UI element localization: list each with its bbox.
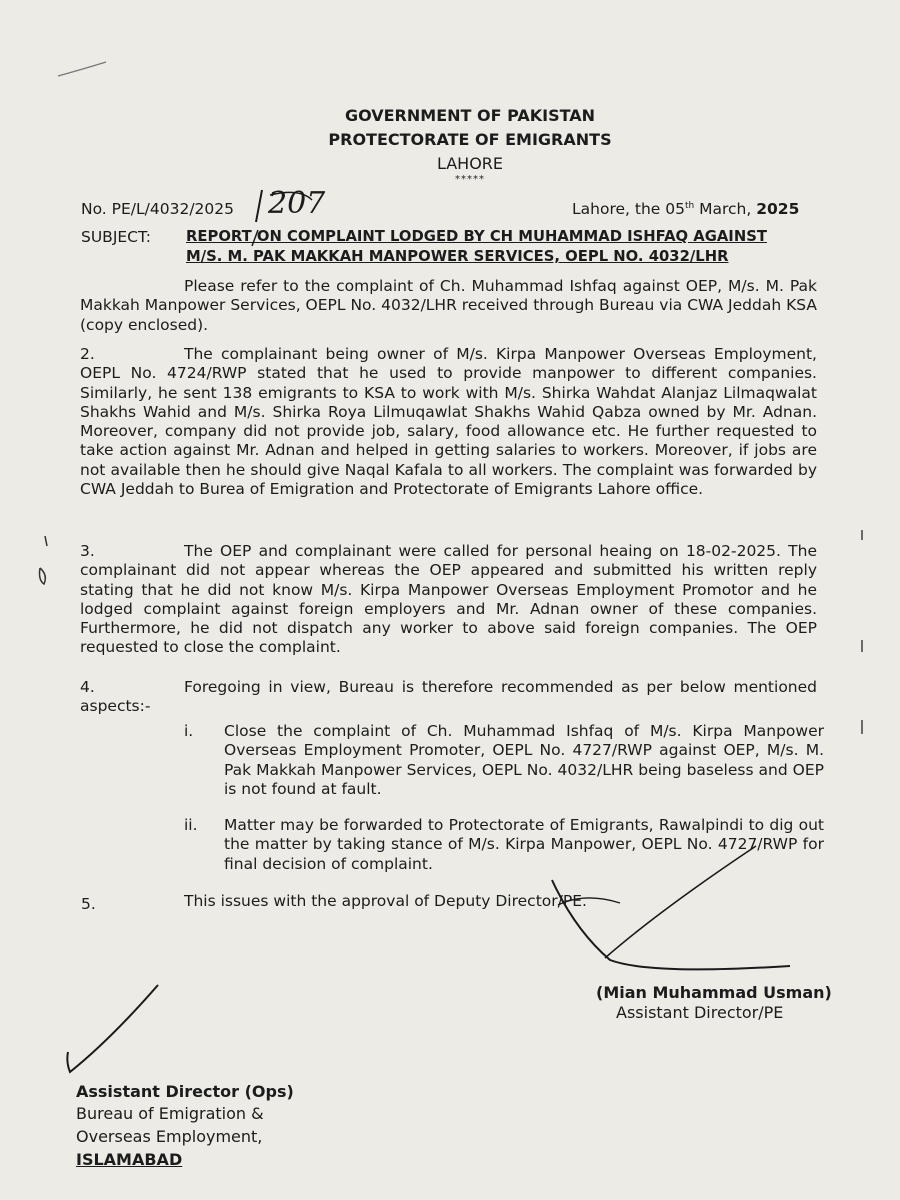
addressee-office-line-1: Bureau of Emigration & [76, 1104, 264, 1123]
addressee-designation: Assistant Director (Ops) [76, 1082, 294, 1101]
margin-mark [45, 536, 47, 546]
paragraph-2-text: The complainant being owner of M/s. Kirpa Manpower Overseas Employment, OEPL No. 4724/RWP stated that he used to provide manpower to different companies. Similarly, he sent 138 emigrants to KSA to work with M/s. Shirka Wahdat Alanjaz Lilmaqwalat Shakhs Wahid and M/s. Shirka Roya Lilmuqawlat Shakhs Wahid Qabza owned by Mr. Adnan. Moreover, company did not provide job, salary, food allowance etc. He further requested to take action against Mr. Adnan and helped in getting salaries to workers. Moreover, if jobs are not available then he should give Naqal Kafala to all workers. The complaint was forwarded by CWA Jeddah to Burea of Emigration and Protectorate of Emigrants Lahore office. [80, 345, 817, 499]
header-stars: ***** [455, 174, 485, 185]
paragraph-1-text: Please refer to the complaint of Ch. Muhammad Ishfaq against OEP, M/s. M. Pak Makkah Manpower Services, OEPL No. 4032/LHR received through Bureau via CWA Jeddah KSA (copy enclosed). [80, 277, 817, 334]
officer-signature-stroke [605, 846, 756, 958]
dispatch-flourish-mark [270, 192, 312, 200]
header-city: LAHORE [436, 154, 504, 173]
item-text: Matter may be forwarded to Protectorate of Emigrants, Rawalpindi to dig out the matter by taking stance of M/s. Kirpa Manpower, OEPL No. 4727/RWP for final decision of complaint. [224, 816, 824, 873]
header-protectorate: PROTECTORATE OF EMIGRANTS [328, 130, 612, 149]
corner-scratch-mark [58, 62, 106, 76]
paragraph-5-number: 5. [81, 895, 96, 913]
date-prefix: Lahore, the 05 [572, 200, 685, 218]
officer-signature [552, 880, 790, 969]
paragraph-4-number: 4. [80, 678, 95, 696]
item-numeral: ii. [184, 816, 198, 834]
handwritten-dispatch-number: 207 [268, 186, 326, 221]
addressee-city: ISLAMABAD [76, 1150, 183, 1169]
item-numeral: i. [184, 722, 194, 740]
approval-tick-mark [67, 985, 158, 1072]
item-text: Close the complaint of Ch. Muhammad Ishfaq of M/s. Kirpa Manpower Overseas Employment Promoter, OEPL No. 4727/RWP against OEP, M/s. M. Pak Makkah Manpower Services, OEPL No. 4032/LHR being baseless and OEP is not found at fault. [224, 722, 824, 798]
addressee-office-line-2: Overseas Employment, [76, 1127, 263, 1146]
header-government: GOVERNMENT OF PAKISTAN [344, 106, 596, 125]
date-year: 2025 [756, 200, 800, 218]
margin-mark [40, 568, 46, 584]
signatory-name: (Mian Muhammad Usman) [596, 983, 832, 1002]
signatory-title: Assistant Director/PE [616, 1003, 784, 1022]
subject-label: SUBJECT: [81, 228, 151, 246]
paragraph-3-text: The OEP and complainant were called for personal heaing on 18-02-2025. The complainant did not appear whereas the OEP appeared and submitted his written reply stating that he did not know M/s. Kirpa Manpower Overseas Employment Promotor and he lodged complaint against foreign employers and Mr. Adnan owner of these companies. Furthermore, he did not dispatch any worker to above said foreign companies. The OEP requested to close the complaint. [80, 542, 817, 657]
dispatch-slash-mark [256, 190, 262, 222]
subject-line-1: REPORT ON COMPLAINT LODGED BY CH MUHAMMAD ISHFAQ AGAINST [186, 228, 767, 245]
subject-pen-mark [252, 230, 258, 246]
subject-line-2: M/S. M. PAK MAKKAH MANPOWER SERVICES, OEPL NO. 4032/LHR [186, 248, 729, 265]
date-month: March, [694, 200, 757, 218]
officer-signature-loop [558, 898, 620, 905]
paragraph-4-text: Foregoing in view, Bureau is therefore recommended as per below mentioned aspects:- [80, 678, 817, 716]
paragraph-5-text: This issues with the approval of Deputy Director/PE. [184, 892, 587, 910]
reference-number: No. PE/L/4032/2025 [81, 200, 234, 218]
paragraph-3-number: 3. [80, 542, 95, 560]
date-suffix: th [684, 200, 695, 211]
paragraph-2-number: 2. [80, 345, 95, 363]
